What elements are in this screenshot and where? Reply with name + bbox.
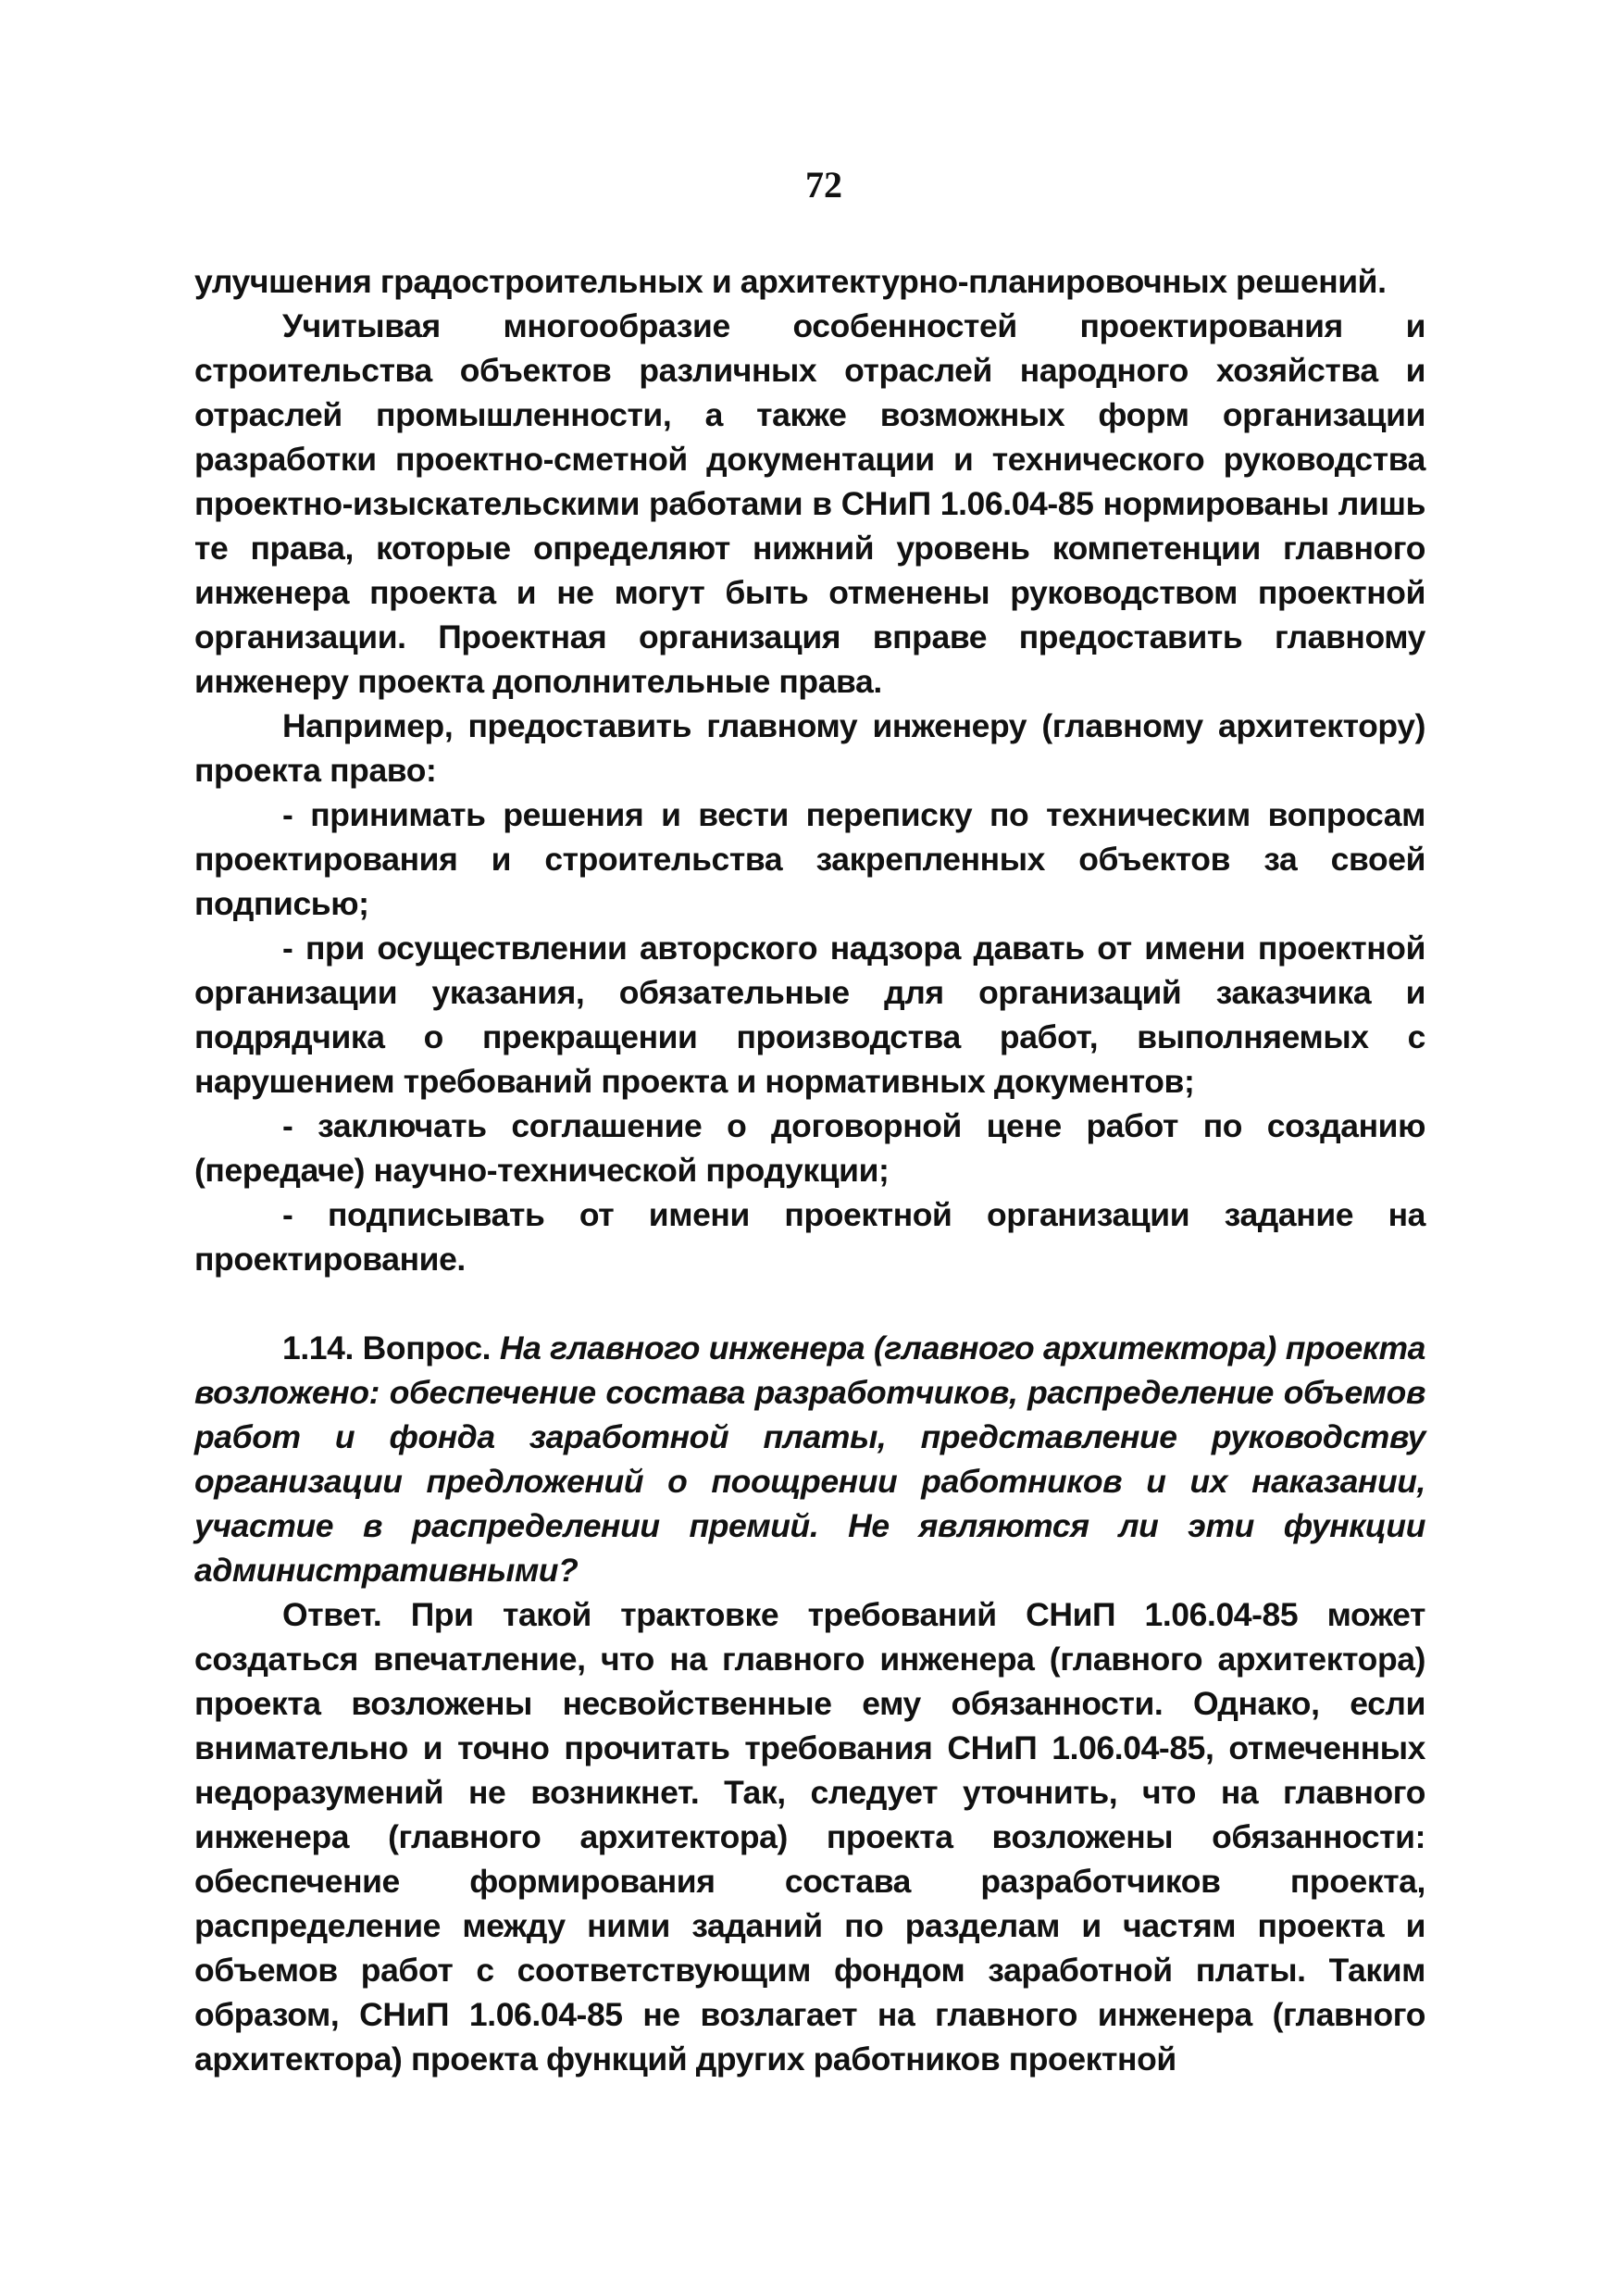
document-body (194, 259, 1425, 2081)
answer-label: Ответ. (282, 1596, 382, 1633)
page-number: 72 (805, 164, 842, 206)
paragraph-rights: Учитывая многообразие особенностей проектирования и строительства объектов различных отраслей народного хозяйства и отраслей промышленности, а также возможных форм организации разработки проектно-сметной документации и технического руководства проектно-изыскательскими работами в СНиП 1.06.04-85 нормированы лишь те права, которые определяют нижний уровень компетенции главного инженера проекта и не могут быть отменены руководством проектной организации. Проектная организация вправе предоставить главному инженеру проекта дополнительные права. (194, 307, 1425, 700)
answer-text: При такой трактовке требований СНиП 1.06.04-85 может создаться впечатление, что на главного инженера (главного архитектора) проекта возложены несвойственные ему обязанности. Однако, если внимательно и точно прочитать требования СНиП 1.06.04-85, отмеченных недоразумений не возникнет. Так, следует уточнить, что на главного инженера (главного архитектора) проекта возложены обязанности: обеспечение формирования состава разработчиков проекта, распределение между ними заданий по разделам и частям проекта и объемов работ с соответствующим фондом заработной платы. Таким образом, СНиП 1.06.04-85 не возлагает на главного инженера (главного архитектора) проекта функций других работников проектной (194, 1596, 1425, 2078)
list-item-assignment: - подписывать от имени проектной организации задание на проектирование. (194, 1196, 1425, 1278)
paragraph-continuation: улучшения градостроительных и архитектурно-планировочных решений. (194, 263, 1387, 300)
list-item-correspondence: - принимать решения и вести переписку по техническим вопросам проектирования и строительства закрепленных объектов за своей подписью; (194, 796, 1425, 922)
question-text: На главного инженера (главного архитектора) проекта возложено: обеспечение состава разработчиков, распределение объемов работ и фонда заработной платы, представление руководству организации предложений о поощрении работников и их наказании, участие в распределении премий. Не являются ли эти функции административными? (194, 1329, 1425, 1589)
list-item-agreement: - заключать соглашение о договорной цене работ по созданию (передаче) научно-технической продукции; (194, 1107, 1425, 1189)
question-label: 1.14. Вопрос. (282, 1329, 492, 1366)
list-item-supervision: - при осуществлении авторского надзора давать от имени проектной организации указания, обязательные для организаций заказчика и подрядчика о прекращении производства работ, выполняемых с нарушением требований проекта и нормативных документов; (194, 930, 1425, 1100)
document-page (194, 157, 1425, 2081)
answer-paragraph (194, 1592, 1425, 2081)
paragraph-example: Например, предоставить главному инженеру (главному архитектору) проекта право: (194, 707, 1425, 789)
question-paragraph (194, 1326, 1425, 1592)
